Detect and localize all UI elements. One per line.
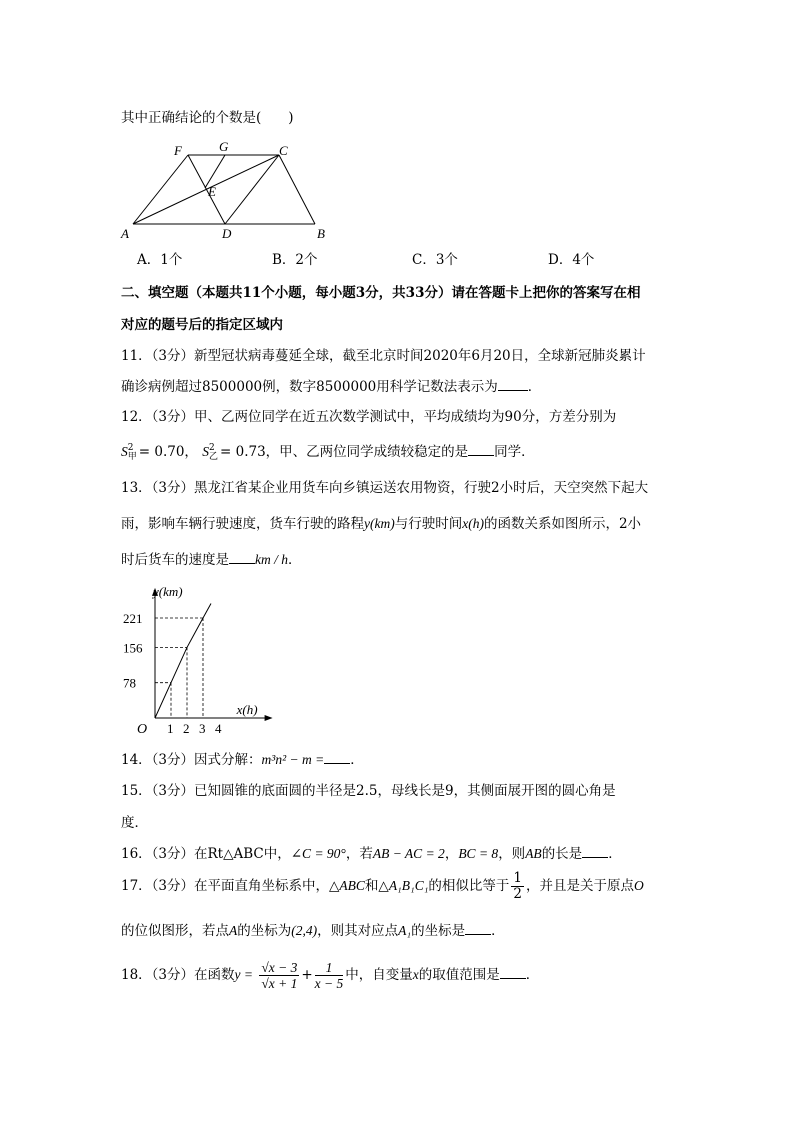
answer-blank[interactable] xyxy=(324,751,350,764)
answer-blank[interactable] xyxy=(500,966,526,979)
label-A: A xyxy=(121,226,129,241)
q11-line2: 确诊病例超过8500000例，数字8500000用科学记数法表示为 ． xyxy=(121,379,542,395)
q17-line1: 17．（3分）在平面直角坐标系中，△ABC和△A₁B₁C₁的相似比等于 $\frac{1}{2}$ ，并且是关于原点O xyxy=(121,870,644,902)
q16-line: 16．（3分）在Rt△ABC中，∠C = 90°，若AB − AC = 2，BC = 8，则AB的长是 ． xyxy=(121,846,622,862)
label-E: E xyxy=(208,184,216,199)
origin-label: O xyxy=(137,722,148,737)
option-a: A．1个 xyxy=(137,252,183,268)
answer-blank[interactable] xyxy=(229,551,255,564)
option-c: C．3个 xyxy=(412,252,458,268)
x-tick-label: 1 xyxy=(167,721,174,736)
q13-line3: 时后货车的速度是 km / h． xyxy=(121,552,302,568)
q13-line1: 13．（3分）黑龙江省某企业用货车向乡镇运送农用物资，行驶2小时后，天空突然下起大 xyxy=(121,480,649,496)
answer-blank[interactable] xyxy=(468,443,494,456)
y-tick-label: 156 xyxy=(123,640,143,656)
q14-line: 14．（3分）因式分解：m³n² − m = ． xyxy=(121,752,364,768)
x-axis-label: x(h) xyxy=(236,702,258,717)
y-tick-label: 221 xyxy=(123,611,143,626)
q11-line1: 11．（3分）新型冠状病毒蔓延全球，截至北京时间2020年6月20日，全球新冠肺炎累计 xyxy=(121,348,646,364)
q17-line2: 的位似图形，若点A的坐标为(2,4)，则其对应点A₁的坐标是 ． xyxy=(121,923,505,939)
q12-line1: 12．（3分）甲、乙两位同学在近五次数学测试中，平均成绩均为90分，方差分别为 xyxy=(121,409,617,425)
answer-blank[interactable] xyxy=(498,378,528,391)
answer-blank[interactable] xyxy=(465,922,491,935)
q12-line2: S 2 甲 = 0.70， S 2 乙 = 0.73，甲、乙两位同学成绩较稳定的是 同学． xyxy=(121,442,535,462)
section-header-line2: 对应的题号后的指定区域内 xyxy=(121,317,283,333)
q15-line1: 15．（3分）已知圆锥的底面圆的半径是2.5，母线长是9，其侧面展开图的圆心角是 xyxy=(121,783,616,799)
q13-line2: 雨，影响车辆行驶速度，货车行驶的路程y(km)与行驶时间x(h)的函数关系如图所示，2小 xyxy=(121,516,642,532)
q18-line: 18．（3分）在函数y = $\frac{√x - 3}{√x + 1}$ + $\frac{1}{x - 5}$ 中，自变量x的取值范围是 ． xyxy=(121,960,540,991)
y-tick-label: 78 xyxy=(123,675,136,691)
label-D: D xyxy=(222,226,232,241)
label-F: F xyxy=(174,143,182,158)
fraction-one-half: $\frac{1}{2}$ xyxy=(513,870,522,902)
x-axis-arrow xyxy=(265,715,273,721)
label-B: B xyxy=(317,226,325,241)
label-G: G xyxy=(219,139,229,154)
geometry-figure xyxy=(115,138,345,244)
section-header-line1: 二、填空题（本题共11个小题，每小题3分，共33分）请在答题卡上把你的答案写在相 xyxy=(121,285,641,301)
distance-time-chart xyxy=(115,578,275,738)
answer-blank[interactable] xyxy=(582,845,608,858)
x-tick-label: 3 xyxy=(199,721,206,736)
fraction-reciprocal: $\frac{1}{x - 5}$ xyxy=(314,960,344,991)
option-b: B．2个 xyxy=(272,252,318,268)
option-d: D．4个 xyxy=(548,252,595,268)
fraction-sqrt: $\frac{√x - 3}{√x + 1}$ xyxy=(261,960,298,991)
x-tick-label: 2 xyxy=(183,721,190,736)
label-C: C xyxy=(279,143,288,158)
y-axis-label: y(km) xyxy=(153,584,183,599)
q15-line2: 度． xyxy=(121,815,148,831)
question-stem: 其中正确结论的个数是( ) xyxy=(121,110,294,126)
x-tick-label: 4 xyxy=(215,721,222,736)
